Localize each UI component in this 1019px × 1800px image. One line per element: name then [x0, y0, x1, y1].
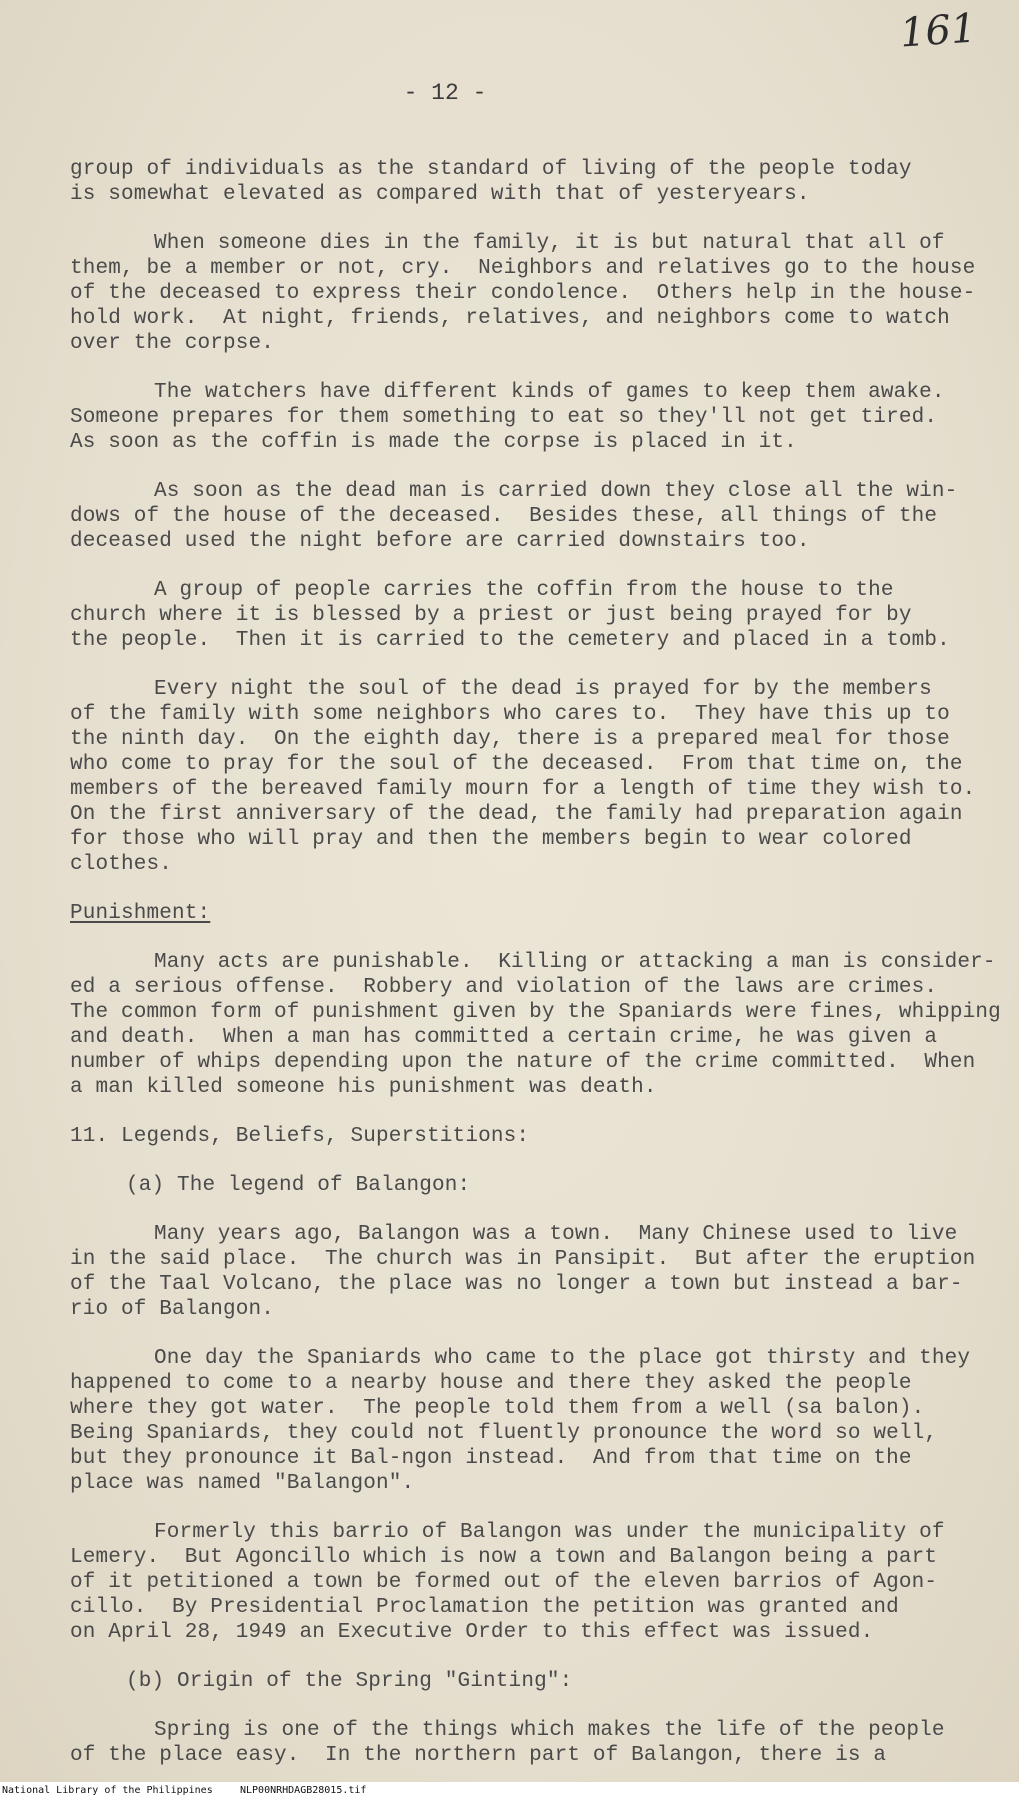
text-line: church where it is blessed by a priest or just being prayed for by	[70, 604, 912, 627]
text-line: deceased used the night before are carried downstairs too.	[70, 530, 810, 553]
text-line: Lemery. But Agoncillo which is now a town and Balangon being a part	[70, 1546, 938, 1569]
paragraph-watchers	[70, 380, 975, 455]
text-line: of it petitioned a town be formed out of the eleven barrios of Agon-	[70, 1571, 938, 1594]
paragraph-punishment	[70, 950, 1001, 1100]
text-line: happened to come to a nearby house and there they asked the people	[70, 1372, 912, 1395]
text-line: who come to pray for the soul of the deceased. From that time on, the	[70, 753, 963, 776]
text-line: place was named "Balangon".	[70, 1472, 415, 1495]
text-line: members of the bereaved family mourn for a length of time they wish to.	[70, 778, 976, 801]
text-line: Formerly this barrio of Balangon was under the municipality of	[154, 1521, 945, 1544]
text-line: On the first anniversary of the dead, the family had preparation again	[70, 803, 963, 826]
punishment-heading-text: Punishment:	[70, 902, 211, 925]
paragraph-windows	[70, 479, 975, 554]
text-line: of the Taal Volcano, the place was no longer a town but instead a bar-	[70, 1273, 963, 1296]
page-number: - 12 -	[403, 80, 487, 106]
text-line: rio of Balangon.	[70, 1298, 275, 1321]
paragraph-legend-town	[70, 1222, 975, 1322]
text-line: One day the Spaniards who came to the place got thirsty and they	[154, 1347, 971, 1370]
section-11-heading: 11. Legends, Beliefs, Superstitions:	[70, 1125, 530, 1148]
text-line: and death. When a man has committed a certain crime, he was given a	[70, 1026, 938, 1049]
text-line: of the deceased to express their condolence. Others help in the house-	[70, 282, 976, 305]
text-line: over the corpse.	[70, 332, 275, 355]
scan-footer	[0, 1782, 1019, 1800]
paragraph-burial	[70, 578, 975, 653]
paragraph-legend-municipality	[70, 1520, 975, 1645]
text-line: As soon as the coffin is made the corpse is placed in it.	[70, 431, 797, 454]
text-line: clothes.	[70, 853, 173, 876]
paragraph-mourning	[70, 231, 975, 356]
text-line: ed a serious offense. Robbery and violation of the laws are crimes.	[70, 976, 938, 999]
legend-balangon-subheading: (a) The legend of Balangon:	[126, 1174, 471, 1197]
text-line: in the said place. The church was in Pansipit. But after the eruption	[70, 1248, 976, 1271]
footer-filename: NLP00NRHDAGB28015.tif	[240, 1785, 367, 1796]
text-line: When someone dies in the family, it is but natural that all of	[154, 232, 945, 255]
paragraph-continuation	[70, 157, 975, 207]
text-line: is somewhat elevated as compared with that of yesteryears.	[70, 183, 810, 206]
text-line: hold work. At night, friends, relatives, and neighbors come to watch	[70, 307, 950, 330]
text-line: dows of the house of the deceased. Besides these, all things of the	[70, 505, 938, 528]
text-line: A group of people carries the coffin from the house to the	[154, 579, 894, 602]
text-line: Being Spaniards, they could not fluently pronounce the word so well,	[70, 1422, 938, 1445]
text-line: group of individuals as the standard of living of the people today	[70, 158, 912, 181]
text-line: a man killed someone his punishment was death.	[70, 1076, 657, 1099]
punishment-heading	[70, 901, 975, 926]
text-line: where they got water. The people told them from a well (sa balon).	[70, 1397, 925, 1420]
spring-ginting-subheading: (b) Origin of the Spring "Ginting":	[126, 1670, 573, 1693]
footer-library: National Library of the Philippines	[2, 1785, 213, 1796]
handwritten-page-number: 161	[898, 5, 978, 57]
text-line: of the family with some neighbors who cares to. They have this up to	[70, 703, 950, 726]
paragraph-spring	[70, 1718, 975, 1768]
text-line: cillo. By Presidential Proclamation the petition was granted and	[70, 1596, 899, 1619]
text-line: Many acts are punishable. Killing or attacking a man is consider-	[154, 951, 996, 974]
text-line: the people. Then it is carried to the cemetery and placed in a tomb.	[70, 629, 950, 652]
text-line: them, be a member or not, cry. Neighbors and relatives go to the house	[70, 257, 976, 280]
text-line: Someone prepares for them something to eat so they'll not get tired.	[70, 406, 938, 429]
text-line: the ninth day. On the eighth day, there is a prepared meal for those	[70, 728, 950, 751]
text-line: Many years ago, Balangon was a town. Many Chinese used to live	[154, 1223, 958, 1246]
text-line: The watchers have different kinds of games to keep them awake.	[154, 381, 945, 404]
text-line: As soon as the dead man is carried down they close all the win-	[154, 480, 958, 503]
text-line: Every night the soul of the dead is prayed for by the members	[154, 678, 932, 701]
text-line: Spring is one of the things which makes the life of the people	[154, 1719, 945, 1742]
text-line: for those who will pray and then the members begin to wear colored	[70, 828, 912, 851]
paragraph-legend-spaniards	[70, 1346, 975, 1496]
body-text	[70, 157, 1001, 1782]
text-line: on April 28, 1949 an Executive Order to this effect was issued.	[70, 1621, 874, 1644]
paragraph-prayers	[70, 677, 975, 877]
text-line: but they pronounce it Bal-ngon instead. And from that time on the	[70, 1447, 912, 1470]
text-line: The common form of punishment given by the Spaniards were fines, whipping	[70, 1001, 1001, 1024]
text-line: number of whips depending upon the nature of the crime committed. When	[70, 1051, 976, 1074]
text-line: of the place easy. In the northern part of Balangon, there is a	[70, 1744, 887, 1767]
